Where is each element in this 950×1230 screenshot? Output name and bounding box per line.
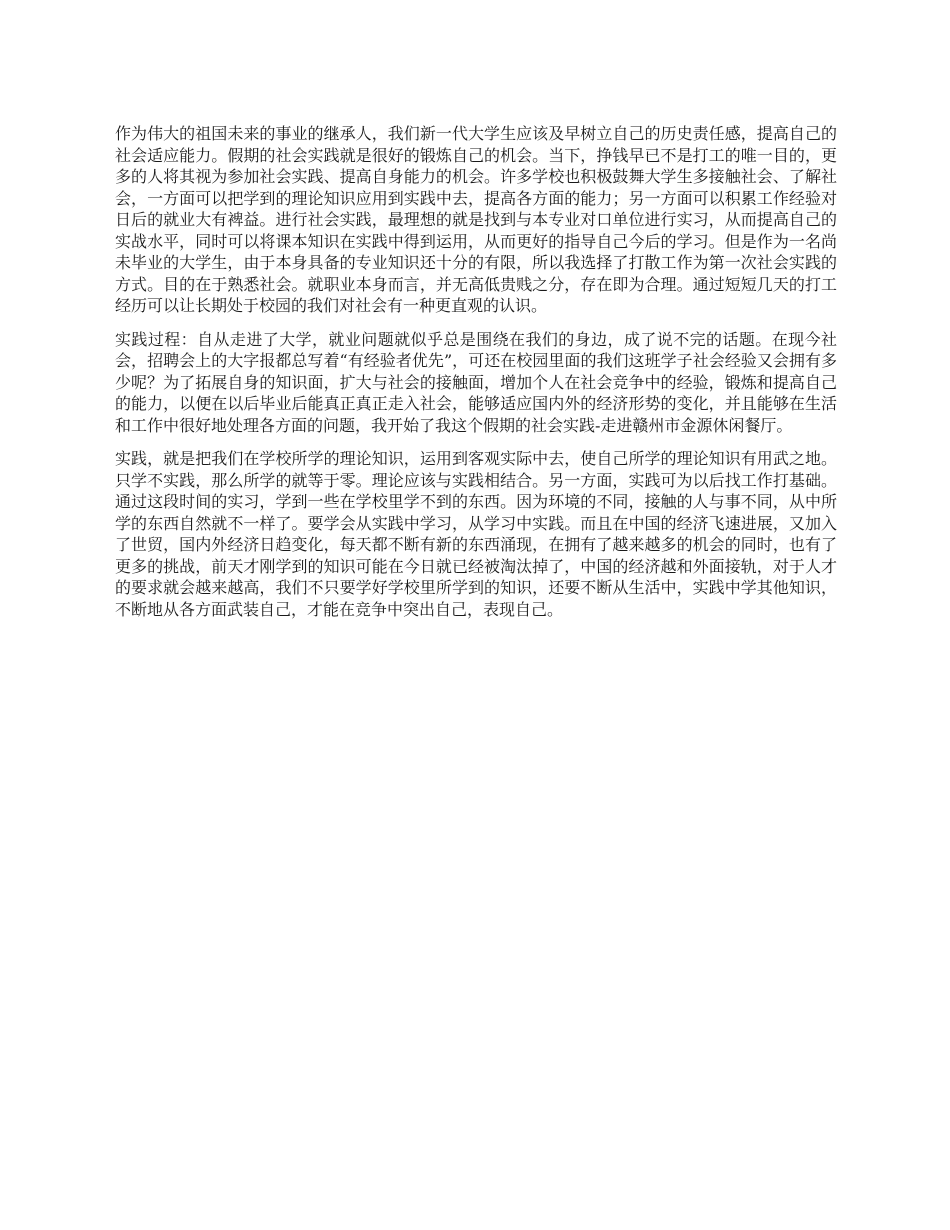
document-body [115,123,837,632]
paragraph-practice-meaning: 实践，就是把我们在学校所学的理论知识，运用到客观实际中去，使自己所学的理论知识有用武之地。只学不实践，那么所学的就等于零。理论应该与实践相结合。另一方面，实践可为以后找工作打基础。通过这段时间的实习，学到一些在学校里学不到的东西。因为环境的不同，接触的人与事不同，从中所学的东西自然就不一样了。要学会从实践中学习，从学习中实践。而且在中国的经济飞速进展，又加入了世贸，国内外经济日趋变化，每天都不断有新的东西涌现，在拥有了越来越多的机会的同时，也有了更多的挑战，前天才刚学到的知识可能在今日就已经被淘汰掉了，中国的经济越和外面接轨，对于人才的要求就会越来越高，我们不只要学好学校里所学到的知识，还要不断从生活中，实践中学其他知识，不断地从各方面武装自己，才能在竞争中突出自己，表现自己。 [115,449,837,619]
paragraph-practice-process: 实践过程：自从走进了大学，就业问题就似乎总是围绕在我们的身边，成了说不完的话题。在现今社会，招聘会上的大字报都总写着“有经验者优先”，可还在校园里面的我们这班学子社会经验又会拥有多少呢？为了拓展自身的知识面，扩大与社会的接触面，增加个人在社会竞争中的经验，锻炼和提高自己的能力，以便在以后毕业后能真正真正走入社会，能够适应国内外的经济形势的变化，并且能够在生活和工作中很好地处理各方面的问题，我开始了我这个假期的社会实践-走进赣州市金源休闲餐厅。 [115,329,837,435]
paragraph-intro: 作为伟大的祖国未来的事业的继承人，我们新一代大学生应该及早树立自己的历史责任感，提高自己的社会适应能力。假期的社会实践就是很好的锻炼自己的机会。当下，挣钱早已不是打工的唯一目的，更多的人将其视为参加社会实践、提高自身能力的机会。许多学校也积极鼓舞大学生多接触社会、了解社会，一方面可以把学到的理论知识应用到实践中去，提高各方面的能力；另一方面可以积累工作经验对日后的就业大有裨益。进行社会实践，最理想的就是找到与本专业对口单位进行实习，从而提高自己的实战水平，同时可以将课本知识在实践中得到运用，从而更好的指导自己今后的学习。但是作为一名尚未毕业的大学生，由于本身具备的专业知识还十分的有限，所以我选择了打散工作为第一次社会实践的方式。目的在于熟悉社会。就职业本身而言，并无高低贵贱之分，存在即为合理。通过短短几天的打工经历可以让长期处于校园的我们对社会有一种更直观的认识。 [115,124,837,315]
